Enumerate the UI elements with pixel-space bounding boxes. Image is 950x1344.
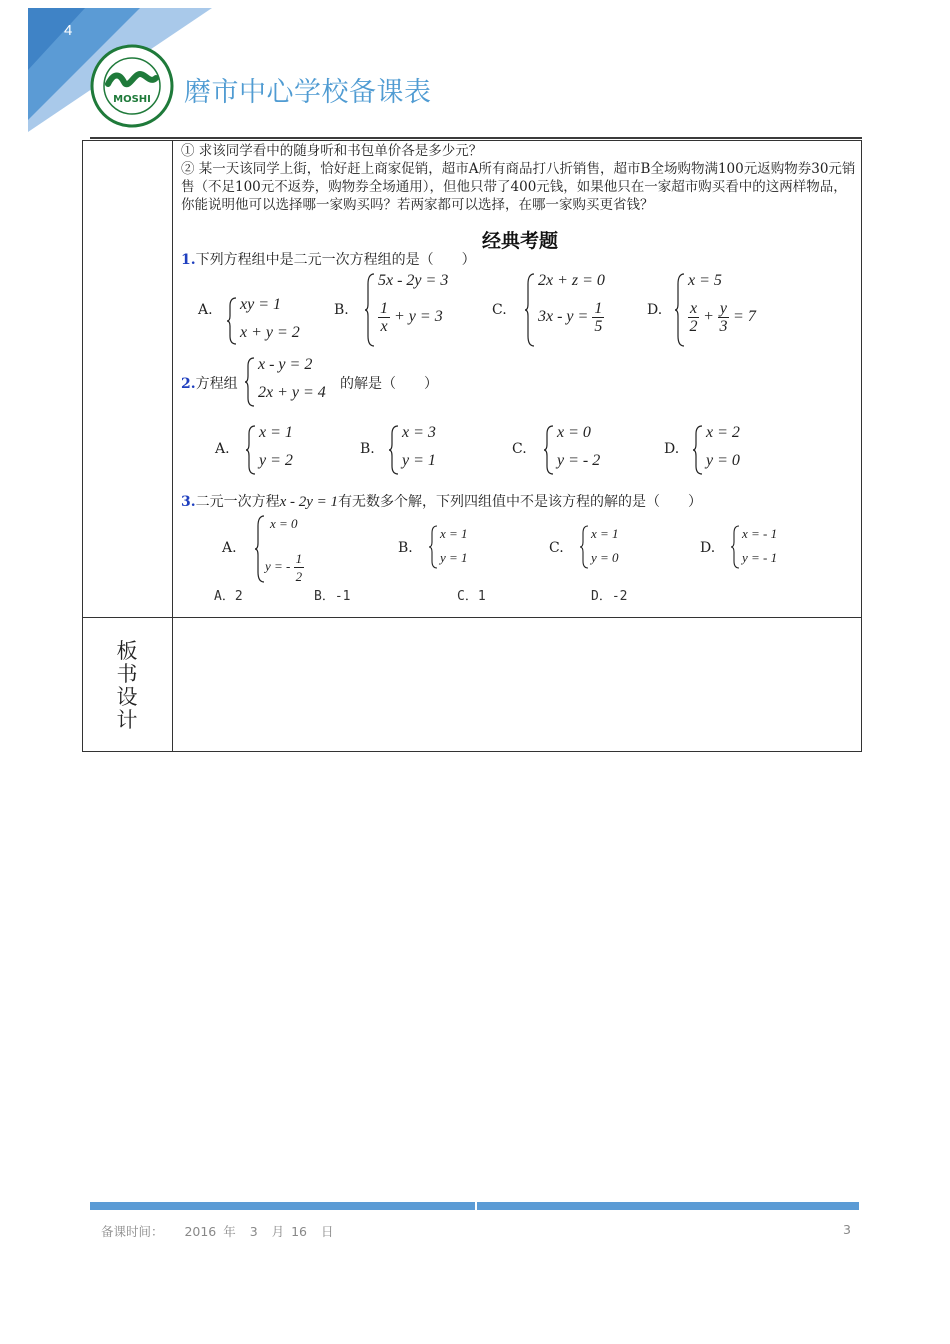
q1-option-b-system: 5x - 2y = 3 $\frac{1}{x}$ + y = 3 [378, 272, 449, 335]
section-title: 经典考题 [482, 230, 559, 252]
q3-option-c-system: x = 1 y = 0 [591, 526, 619, 565]
question-2: 2.方程组 [181, 376, 238, 392]
problem-part-1: ① 求该同学看中的随身听和书包单价各是多少元？ [181, 143, 483, 159]
question-1 [181, 249, 476, 269]
q3-option-d-system: x = - 1 y = - 1 [742, 526, 778, 565]
page-number: 4 [64, 22, 73, 39]
q1-option-d-system: x = 5 $\frac{x}{2}$ + $\frac{y}{3}$ = 7 [688, 272, 756, 335]
q3-option-b-label: B. [398, 540, 413, 556]
q3-option-a-label: A. [222, 540, 237, 556]
footer-page-number: 3 [843, 1222, 851, 1237]
problem-text [181, 142, 856, 214]
brace-icon [692, 424, 704, 476]
question-number: 2. [181, 376, 196, 392]
brace-icon [226, 296, 238, 346]
q3-option-c-label: C. [549, 540, 564, 556]
logo-text: MOSHI [113, 94, 151, 105]
prep-time: 备课时间： 2016 年 3 月 16 日 [101, 1224, 334, 1239]
q2-option-c-system: x = 0 y = - 2 [557, 424, 601, 469]
answer-choice: D．-2 [591, 589, 628, 604]
q2-system: x - y = 2 2x + y = 4 [258, 356, 326, 401]
header-rule [90, 137, 862, 139]
question-number: 1. [181, 252, 196, 268]
brace-icon [244, 356, 256, 408]
brace-icon [730, 524, 740, 570]
q3-option-d-label: D. [700, 540, 716, 556]
brace-icon [364, 272, 376, 348]
brace-icon [543, 424, 555, 476]
brace-icon [388, 424, 400, 476]
brace-icon [524, 272, 536, 348]
brace-icon [245, 424, 257, 476]
school-logo [90, 44, 174, 128]
q1-option-a-label: A. [198, 302, 213, 318]
q1-option-c-label: C. [492, 302, 507, 318]
q2-option-d-label: D. [664, 441, 680, 457]
q2-option-b-system: x = 3 y = 1 [402, 424, 436, 469]
brace-icon [674, 272, 686, 348]
answer-choice: A．2 [214, 589, 243, 604]
q3-option-b-system: x = 1 y = 1 [440, 526, 468, 565]
q3-option-a-system: x = 0 y = - $\frac{1}{2}$ [265, 516, 303, 584]
table-row-divider [82, 617, 862, 618]
table-column-divider [172, 140, 173, 752]
question-3: 3.二元一次方程x - 2y = 1有无数多个解，下列四组值中不是该方程的解的是（ ） [181, 494, 703, 510]
answer-choice: B．-1 [314, 589, 351, 604]
q1-option-d-label: D. [647, 302, 663, 318]
q2-option-c-label: C. [512, 441, 527, 457]
board-design-label: 板 书 设 计 [116, 639, 138, 732]
footer-bar [90, 1202, 859, 1210]
q1-option-b-label: B. [334, 302, 349, 318]
school-title: 磨市中心学校备课表 [184, 77, 432, 108]
question-number: 3. [181, 494, 196, 510]
q2-option-b-label: B. [360, 441, 375, 457]
question-2-suffix: 的解是（ ） [340, 376, 438, 392]
q2-option-a-system: x = 1 y = 2 [259, 424, 293, 469]
answer-choice: C．1 [457, 589, 486, 604]
q1-option-c-system: 2x + z = 0 3x - y = $\frac{1}{5}$ [538, 272, 605, 335]
q2-option-a-label: A. [215, 441, 230, 457]
brace-icon [579, 524, 589, 570]
q2-option-d-system: x = 2 y = 0 [706, 424, 740, 469]
problem-part-2: ② 某一天该同学上街，恰好赶上商家促销，超市A所有商品打八折销售，超市B全场购物满100元返购物券30元销售（不足100元不返券，购物券全场通用），但他只带了400元钱，如果他只在一家超市购买看中的这两样物品，你能说明他可以选择哪一家购买吗？若两家都可以选择，在哪一家购买更省钱？ [181, 161, 856, 213]
question-text: 下列方程组中是二元一次方程组的是（ ） [195, 252, 476, 268]
brace-icon [428, 524, 438, 570]
q1-option-a-system: xy = 1 x + y = 2 [240, 296, 300, 341]
